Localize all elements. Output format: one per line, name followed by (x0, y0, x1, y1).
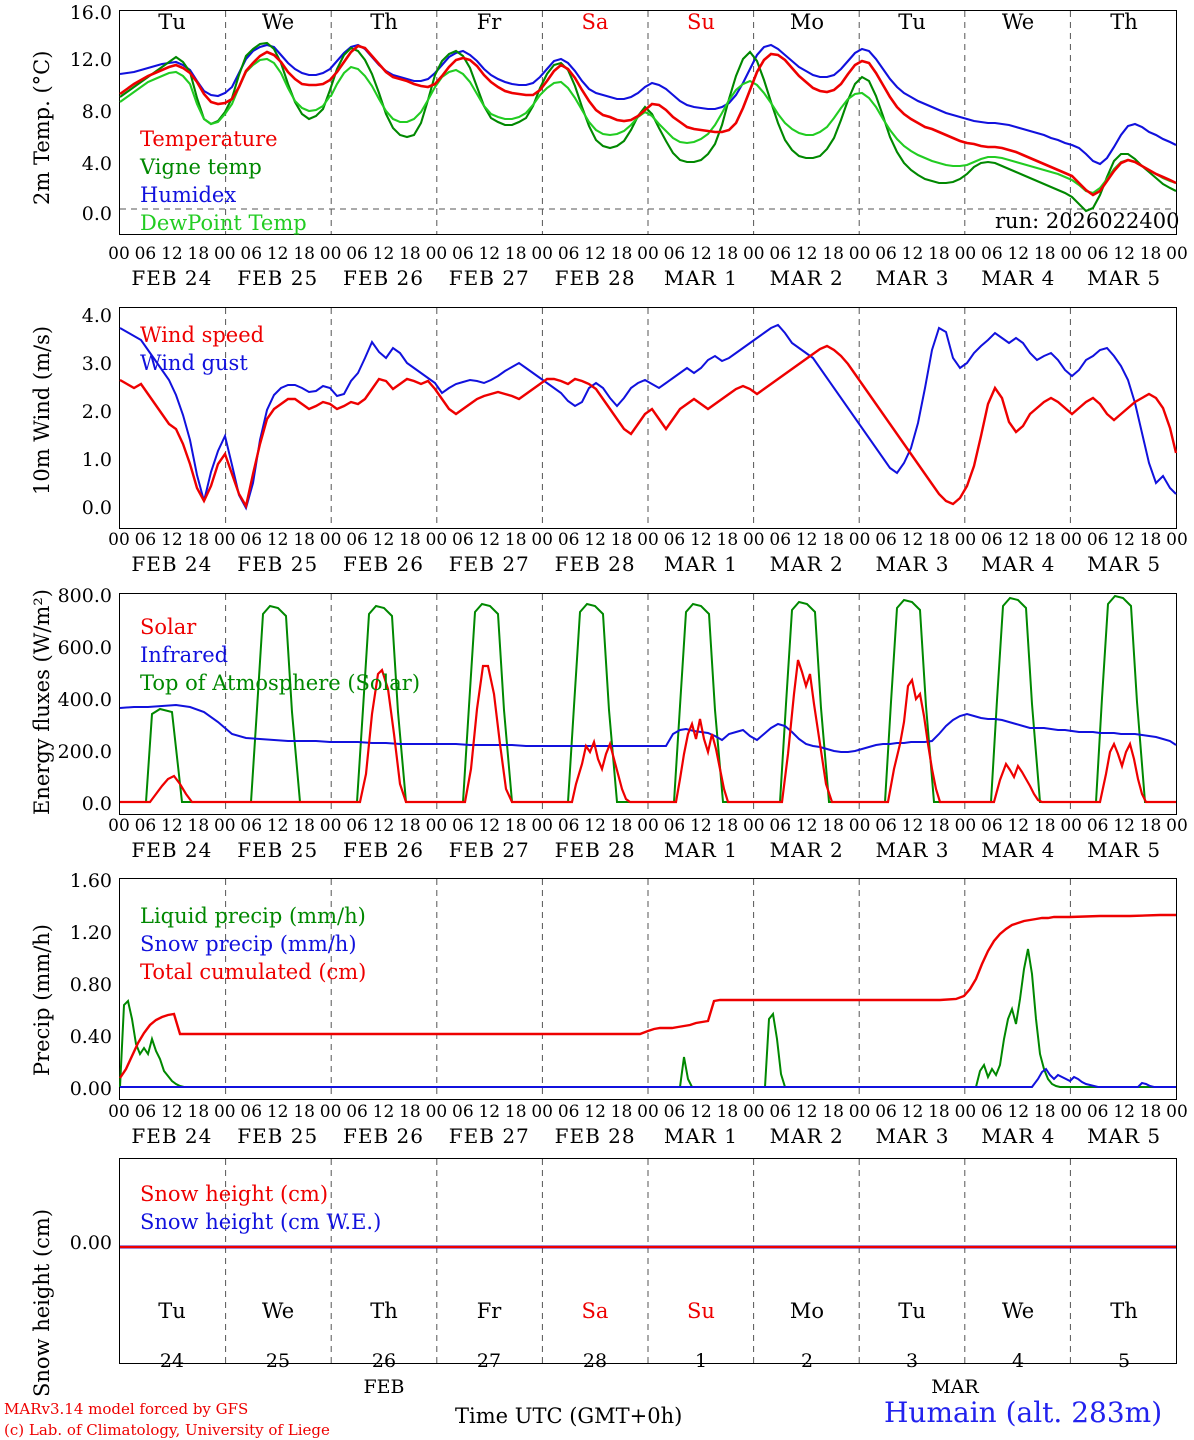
xtick-hour: 12 (478, 1102, 501, 1122)
xtick-hour: 00 (319, 530, 342, 550)
xtick-hour: 00 (1166, 244, 1188, 264)
xtick-date: MAR 1 (663, 838, 738, 862)
xtick-hour: 00 (531, 244, 553, 264)
ytick-temp-0: 16.0 (69, 2, 112, 24)
xtick-date: MAR 5 (1087, 1124, 1162, 1148)
bottom-dayname-7: Tu (898, 1299, 926, 1323)
xtick-hour: 12 (901, 244, 924, 264)
bottom-daynum-5: 1 (694, 1350, 708, 1372)
bottom-daynum-7: 3 (905, 1350, 919, 1372)
xtick-date: FEB 28 (554, 552, 636, 576)
legend-snow-height-we: Snow height (cm W.E.) (140, 1210, 382, 1234)
axis-label-wind: 10m Wind (m/s) (30, 325, 54, 495)
xtick-hour: 18 (1033, 530, 1056, 550)
xtick-hour: 12 (1113, 816, 1135, 836)
xtick-hour: 12 (795, 1102, 818, 1122)
xtick-date: FEB 25 (237, 1124, 319, 1148)
xtick-hour: 00 (108, 244, 130, 264)
xtick-hour: 06 (663, 244, 686, 264)
xtick-date: FEB 27 (448, 552, 530, 576)
xtick-hour: 18 (610, 530, 633, 550)
bottom-daynum-3: 27 (476, 1350, 502, 1372)
plot-area-energy (119, 593, 1177, 815)
bottom-daynum-9: 5 (1117, 1350, 1131, 1372)
xtick-date: MAR 4 (981, 1124, 1056, 1148)
xtick-hour: 06 (769, 816, 792, 836)
xtick-hour: 18 (399, 530, 421, 550)
xtick-hour: 18 (928, 530, 950, 550)
bottom-dayname-1: We (261, 1299, 295, 1323)
bottom-dayname-5: Su (687, 1299, 715, 1323)
xtick-date: FEB 24 (131, 838, 213, 862)
xtick-hour: 18 (399, 244, 421, 264)
xtick-hour: 12 (584, 530, 606, 550)
ytick-snow-0: 0.00 (69, 1232, 112, 1254)
ytick-wind-2: 2.0 (81, 401, 112, 423)
xtick-hour: 00 (531, 816, 553, 836)
xtick-date: MAR 4 (981, 266, 1056, 290)
xtick-date: MAR 5 (1087, 266, 1162, 290)
xtick-hour: 00 (848, 530, 871, 550)
xtick-hour: 06 (875, 816, 897, 836)
temperature-svg (120, 11, 1176, 234)
xtick-hour: 12 (584, 244, 606, 264)
legend-vigne-temp: Vigne temp (140, 155, 262, 179)
xtick-date: FEB 24 (131, 1124, 213, 1148)
ytick-temp-1: 12.0 (69, 49, 112, 71)
xtick-hour: 06 (663, 530, 686, 550)
xtick-hour: 06 (663, 1102, 686, 1122)
bottom-dayname-8: We (1001, 1299, 1035, 1323)
xtick-hour: 00 (319, 244, 342, 264)
dayname-0: Tu (158, 10, 186, 34)
xtick-hour: 06 (240, 244, 263, 264)
ytick-energy-4: 0.0 (81, 793, 112, 815)
xtick-hour: 06 (875, 530, 897, 550)
xtick-hour: 06 (769, 530, 792, 550)
ytick-precip-0: 1.60 (69, 870, 112, 892)
xtick-hour: 12 (901, 530, 924, 550)
ytick-energy-2: 400.0 (57, 689, 112, 711)
xaxis-wind (0, 530, 1194, 574)
xtick-hour: 00 (213, 530, 236, 550)
ytick-wind-3: 1.0 (81, 449, 112, 471)
xtick-hour: 18 (293, 816, 315, 836)
xtick-hour: 00 (742, 530, 765, 550)
xtick-hour: 06 (557, 244, 580, 264)
xtick-hour: 12 (478, 244, 501, 264)
bottom-dayname-9: Th (1110, 1299, 1138, 1323)
xtick-hour: 18 (822, 244, 844, 264)
xtick-hour: 00 (425, 816, 448, 836)
xtick-hour: 06 (240, 816, 263, 836)
ytick-temp-3: 4.0 (81, 153, 112, 175)
xaxis-temperature (0, 244, 1194, 288)
xtick-hour: 06 (557, 816, 580, 836)
legend-snow-height: Snow height (cm) (140, 1182, 329, 1206)
xtick-hour: 18 (928, 244, 950, 264)
xtick-hour: 00 (742, 1102, 765, 1122)
xtick-hour: 00 (848, 244, 871, 264)
xtick-hour: 18 (293, 244, 315, 264)
xtick-hour: 06 (452, 816, 474, 836)
xtick-hour: 00 (319, 1102, 342, 1122)
xtick-hour: 00 (637, 816, 659, 836)
xtick-date: FEB 27 (448, 266, 530, 290)
dayname-5: Su (687, 10, 715, 34)
xtick-hour: 00 (213, 244, 236, 264)
xtick-hour: 00 (425, 244, 448, 264)
panel-precip (0, 866, 1194, 1136)
xtick-hour: 06 (134, 816, 157, 836)
xtick-hour: 12 (266, 816, 289, 836)
xtick-hour: 18 (293, 1102, 315, 1122)
xtick-hour: 06 (981, 244, 1003, 264)
xtick-hour: 12 (372, 816, 395, 836)
xtick-hour: 18 (504, 244, 527, 264)
bottom-daynum-1: 25 (265, 1350, 291, 1372)
xtick-hour: 12 (901, 1102, 924, 1122)
xtick-date: MAR 4 (981, 838, 1056, 862)
xtick-hour: 12 (478, 530, 501, 550)
energy-svg (120, 594, 1176, 814)
xtick-date: MAR 3 (875, 838, 950, 862)
xtick-hour: 06 (981, 816, 1003, 836)
dayname-3: Fr (476, 10, 502, 34)
xtick-hour: 12 (1113, 244, 1135, 264)
xtick-hour: 18 (1139, 530, 1162, 550)
xtick-hour: 18 (822, 530, 844, 550)
xtick-hour: 12 (584, 816, 606, 836)
xtick-hour: 12 (1007, 1102, 1030, 1122)
xtick-hour: 12 (1007, 244, 1030, 264)
xtick-hour: 12 (266, 244, 289, 264)
xtick-hour: 12 (161, 1102, 183, 1122)
xtick-hour: 00 (954, 530, 977, 550)
xtick-hour: 18 (1139, 1102, 1162, 1122)
bottom-dayname-6: Mo (789, 1299, 825, 1323)
xtick-date: MAR 2 (769, 552, 844, 576)
xtick-hour: 00 (108, 816, 130, 836)
bottom-month-feb: FEB (363, 1376, 405, 1398)
axis-label-snow-height: Snow height (cm) (30, 1208, 54, 1397)
xtick-date: FEB 25 (237, 552, 319, 576)
legend-temperature: Temperature (140, 127, 278, 151)
ytick-precip-1: 1.20 (69, 922, 112, 944)
xtick-hour: 12 (690, 816, 712, 836)
xtick-hour: 18 (187, 816, 210, 836)
bottom-daynum-4: 28 (582, 1350, 608, 1372)
xtick-hour: 00 (531, 1102, 553, 1122)
xtick-date: MAR 4 (981, 552, 1056, 576)
xtick-hour: 06 (346, 1102, 368, 1122)
xtick-hour: 00 (637, 1102, 659, 1122)
xtick-hour: 18 (1139, 816, 1162, 836)
xtick-hour: 18 (822, 816, 844, 836)
xtick-hour: 06 (346, 530, 368, 550)
xtick-hour: 00 (213, 816, 236, 836)
ytick-wind-4: 0.0 (81, 497, 112, 519)
xtick-date: FEB 26 (343, 266, 424, 290)
xtick-hour: 06 (1086, 530, 1109, 550)
xtick-hour: 12 (161, 530, 183, 550)
panel-energy (0, 580, 1194, 850)
run-label: run: 2026022400 (995, 209, 1180, 233)
footer-time-axis-label: Time UTC (GMT+0h) (455, 1404, 683, 1428)
bottom-daynum-8: 4 (1011, 1350, 1025, 1372)
xtick-hour: 18 (928, 1102, 950, 1122)
xtick-hour: 12 (372, 244, 395, 264)
bottom-dayname-0: Tu (158, 1299, 186, 1323)
xtick-hour: 12 (690, 530, 712, 550)
xtick-hour: 06 (557, 1102, 580, 1122)
ytick-precip-2: 0.80 (69, 974, 112, 996)
xtick-hour: 18 (504, 530, 527, 550)
xtick-hour: 06 (346, 816, 368, 836)
xtick-hour: 00 (954, 816, 977, 836)
xtick-date: MAR 2 (769, 266, 844, 290)
xtick-hour: 00 (531, 530, 553, 550)
legend-solar: Solar (140, 615, 197, 639)
xtick-hour: 06 (240, 530, 263, 550)
xtick-hour: 06 (1086, 244, 1109, 264)
xtick-hour: 00 (425, 530, 448, 550)
xtick-hour: 00 (954, 1102, 977, 1122)
xtick-hour: 06 (875, 1102, 897, 1122)
xtick-hour: 12 (1007, 530, 1030, 550)
ytick-wind-1: 3.0 (81, 353, 112, 375)
xtick-hour: 12 (1113, 530, 1135, 550)
dayname-1: We (261, 10, 295, 34)
legend-wind-gust: Wind gust (140, 351, 248, 375)
xtick-date: FEB 28 (554, 266, 636, 290)
xtick-date: MAR 5 (1087, 552, 1162, 576)
footer-copyright: (c) Lab. of Climatology, University of Liege (4, 1421, 330, 1439)
wind-svg (120, 308, 1176, 528)
xtick-hour: 18 (716, 244, 739, 264)
ytick-energy-3: 200.0 (57, 741, 112, 763)
xtick-hour: 18 (610, 1102, 633, 1122)
ytick-temp-2: 8.0 (81, 101, 112, 123)
xtick-hour: 18 (504, 816, 527, 836)
legend-liquid-precip: Liquid precip (mm/h) (140, 904, 366, 928)
panel-snow-height (0, 1152, 1194, 1398)
xtick-hour: 18 (399, 816, 421, 836)
xtick-hour: 12 (161, 816, 183, 836)
xtick-hour: 12 (1113, 1102, 1135, 1122)
xtick-hour: 18 (716, 1102, 739, 1122)
xtick-hour: 18 (399, 1102, 421, 1122)
xtick-hour: 18 (187, 244, 210, 264)
xtick-hour: 06 (452, 530, 474, 550)
xtick-hour: 00 (108, 1102, 130, 1122)
xtick-hour: 06 (663, 816, 686, 836)
panel-wind (0, 295, 1194, 565)
ytick-precip-3: 0.40 (69, 1026, 112, 1048)
xtick-date: FEB 26 (343, 1124, 424, 1148)
xtick-hour: 12 (795, 530, 818, 550)
xtick-date: FEB 28 (554, 1124, 636, 1148)
xtick-hour: 12 (478, 816, 501, 836)
axis-label-temperature: 2m Temp. (°C) (30, 50, 54, 205)
xtick-hour: 06 (452, 1102, 474, 1122)
legend-top-of-atmosphere: Top of Atmosphere (Solar) (140, 671, 421, 695)
ytick-energy-0: 800.0 (57, 585, 112, 607)
xtick-hour: 12 (161, 244, 183, 264)
ytick-energy-1: 600.0 (57, 637, 112, 659)
bottom-dayname-3: Fr (476, 1299, 502, 1323)
xtick-hour: 00 (637, 244, 659, 264)
xtick-hour: 00 (637, 530, 659, 550)
xtick-hour: 18 (1033, 244, 1056, 264)
axis-label-energy: Energy fluxes (W/m²) (30, 589, 54, 815)
xtick-hour: 12 (795, 244, 818, 264)
xtick-date: MAR 3 (875, 552, 950, 576)
panel-temperature (0, 0, 1194, 285)
xtick-hour: 12 (372, 1102, 395, 1122)
xtick-hour: 00 (1060, 1102, 1082, 1122)
xtick-hour: 18 (716, 530, 739, 550)
xtick-hour: 18 (187, 1102, 210, 1122)
dayname-8: We (1001, 10, 1035, 34)
footer-location: Humain (alt. 283m) (884, 1396, 1163, 1429)
xtick-hour: 12 (372, 530, 395, 550)
xtick-hour: 18 (1139, 244, 1162, 264)
xtick-date: MAR 2 (769, 838, 844, 862)
dayname-6: Mo (789, 10, 825, 34)
ytick-precip-4: 0.00 (69, 1078, 112, 1100)
xtick-hour: 12 (901, 816, 924, 836)
xtick-hour: 18 (504, 1102, 527, 1122)
xtick-date: FEB 25 (237, 838, 319, 862)
xtick-hour: 00 (1060, 530, 1082, 550)
xtick-hour: 00 (1166, 1102, 1188, 1122)
xtick-hour: 18 (1033, 1102, 1056, 1122)
xtick-date: FEB 26 (343, 552, 424, 576)
xtick-hour: 06 (981, 1102, 1003, 1122)
xtick-hour: 06 (769, 1102, 792, 1122)
xtick-hour: 06 (875, 244, 897, 264)
dayname-4: Sa (581, 10, 609, 34)
dayname-2: Th (370, 10, 398, 34)
xtick-hour: 12 (266, 530, 289, 550)
xtick-hour: 06 (346, 244, 368, 264)
xtick-hour: 12 (1007, 816, 1030, 836)
xtick-hour: 06 (1086, 816, 1109, 836)
bottom-dayname-2: Th (370, 1299, 398, 1323)
xtick-hour: 00 (213, 1102, 236, 1122)
bottom-dayname-4: Sa (581, 1299, 609, 1323)
xtick-hour: 06 (557, 530, 580, 550)
xtick-date: MAR 2 (769, 1124, 844, 1148)
xtick-hour: 12 (690, 1102, 712, 1122)
dayname-9: Th (1110, 10, 1138, 34)
ytick-temp-4: 0.0 (81, 203, 112, 225)
xtick-hour: 00 (848, 816, 871, 836)
plot-area-wind (119, 307, 1177, 529)
xtick-hour: 00 (954, 244, 977, 264)
xaxis-energy (0, 816, 1194, 860)
xtick-hour: 18 (293, 530, 315, 550)
xtick-date: FEB 28 (554, 838, 636, 862)
xtick-hour: 06 (134, 1102, 157, 1122)
xtick-date: MAR 1 (663, 266, 738, 290)
xaxis-precip (0, 1102, 1194, 1146)
xtick-hour: 18 (610, 244, 633, 264)
xtick-hour: 06 (134, 244, 157, 264)
xtick-hour: 00 (425, 1102, 448, 1122)
xtick-date: FEB 24 (131, 552, 213, 576)
axis-label-precip: Precip (mm/h) (30, 923, 54, 1076)
xtick-hour: 12 (690, 244, 712, 264)
xtick-hour: 12 (795, 816, 818, 836)
xtick-hour: 00 (742, 244, 765, 264)
xtick-date: MAR 1 (663, 1124, 738, 1148)
bottom-daynum-6: 2 (800, 1350, 814, 1372)
xtick-hour: 00 (319, 816, 342, 836)
bottom-daynum-0: 24 (159, 1350, 185, 1372)
ytick-wind-0: 4.0 (81, 305, 112, 327)
xtick-hour: 00 (108, 530, 130, 550)
xtick-date: MAR 3 (875, 1124, 950, 1148)
legend-humidex: Humidex (140, 183, 237, 207)
footer-model: MARv3.14 model forced by GFS (4, 1400, 249, 1418)
xtick-date: MAR 1 (663, 552, 738, 576)
xtick-date: FEB 27 (448, 1124, 530, 1148)
bottom-month-mar: MAR (931, 1376, 979, 1398)
xtick-hour: 06 (1086, 1102, 1109, 1122)
xtick-hour: 06 (134, 530, 157, 550)
xtick-hour: 18 (1033, 816, 1056, 836)
xtick-date: FEB 25 (237, 266, 319, 290)
xtick-hour: 06 (981, 530, 1003, 550)
xtick-date: FEB 26 (343, 838, 424, 862)
xtick-hour: 18 (716, 816, 739, 836)
legend-total-cumulated: Total cumulated (cm) (140, 960, 367, 984)
xtick-hour: 06 (452, 244, 474, 264)
xtick-hour: 06 (240, 1102, 263, 1122)
xtick-hour: 00 (1166, 816, 1188, 836)
bottom-daynum-2: 26 (371, 1350, 397, 1372)
xtick-date: FEB 24 (131, 266, 213, 290)
xtick-hour: 00 (848, 1102, 871, 1122)
xtick-hour: 18 (928, 816, 950, 836)
legend-infrared: Infrared (140, 643, 229, 667)
xtick-hour: 18 (610, 816, 633, 836)
xtick-hour: 18 (187, 530, 210, 550)
legend-dewpoint-temp: DewPoint Temp (140, 211, 307, 235)
xtick-hour: 18 (822, 1102, 844, 1122)
xtick-date: MAR 5 (1087, 838, 1162, 862)
xtick-hour: 06 (769, 244, 792, 264)
plot-area-temperature (119, 10, 1180, 235)
xtick-hour: 00 (1166, 530, 1188, 550)
xtick-hour: 00 (1060, 816, 1082, 836)
xtick-hour: 12 (584, 1102, 606, 1122)
xtick-hour: 00 (742, 816, 765, 836)
dayname-7: Tu (898, 10, 926, 34)
xtick-hour: 12 (266, 1102, 289, 1122)
legend-wind-speed: Wind speed (140, 323, 265, 347)
xtick-date: FEB 27 (448, 838, 530, 862)
xtick-hour: 00 (1060, 244, 1082, 264)
legend-snow-precip: Snow precip (mm/h) (140, 932, 357, 956)
xtick-date: MAR 3 (875, 266, 950, 290)
